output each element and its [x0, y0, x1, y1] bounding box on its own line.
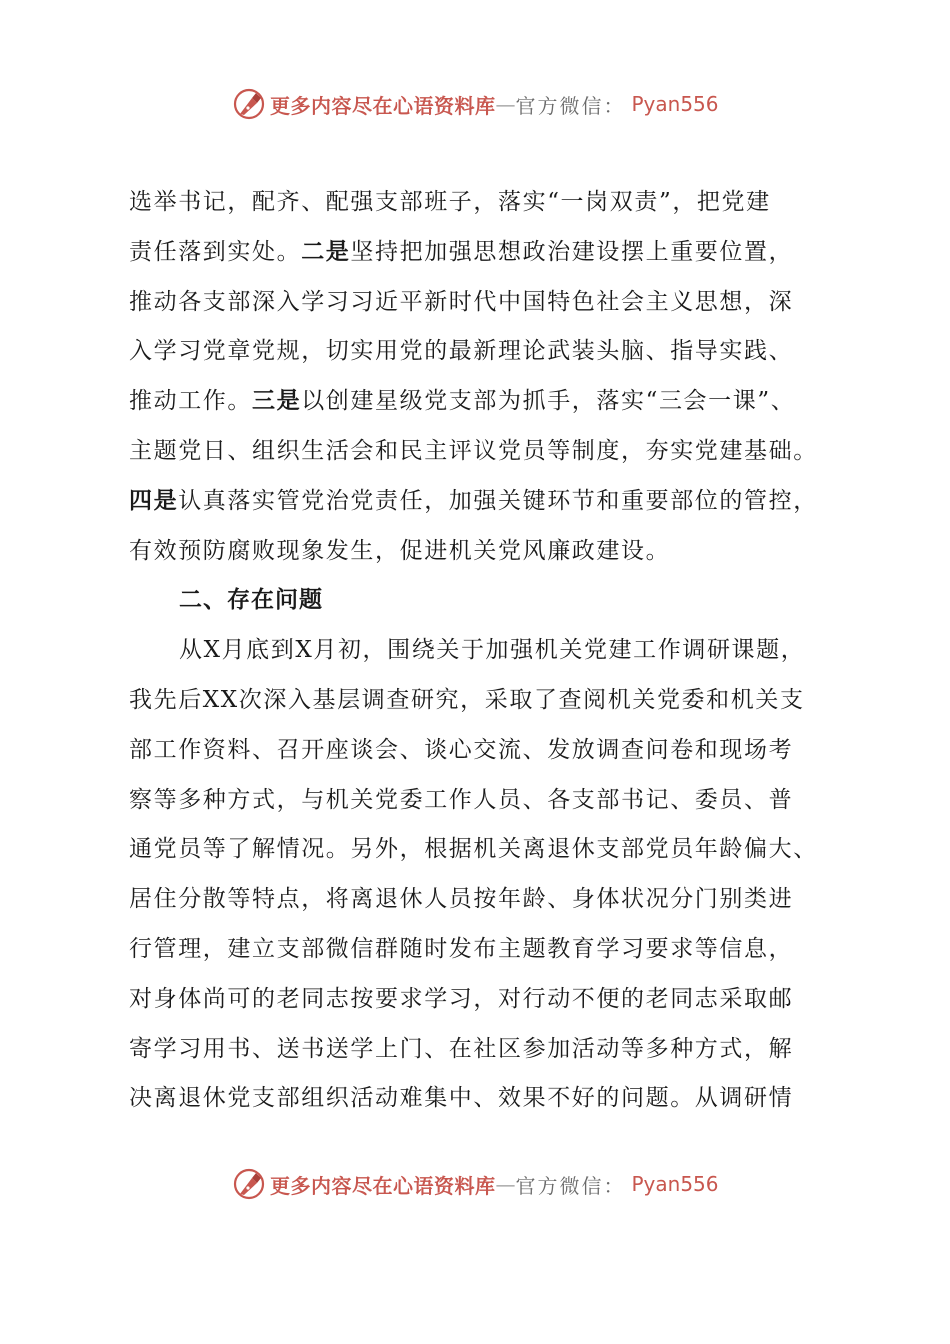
text-line: [129, 477, 849, 527]
text-segment: 认真落实管党治党责任，加强关键环节和重要部位的管控，: [178, 487, 818, 514]
text-line: 行管理，建立支部微信群随时发布主题教育学习要求等信息，: [129, 935, 794, 962]
watermark-dash: —: [495, 1172, 516, 1196]
text-line: [129, 327, 849, 377]
text-line: [129, 278, 849, 328]
text-segment: 有效预防腐败现象发生，促进机关党风廉政建设。: [129, 537, 671, 564]
paragraph-first-line: 从X月底到X月初，围绕关于加强机关党建工作调研课题，: [179, 637, 806, 664]
watermark-wechat-id: Pyan556: [631, 92, 719, 116]
text-segment: 主题党日、组织生活会和民主评议党员等制度，夯实党建基础。: [129, 437, 818, 464]
bold-keyword: 四是: [129, 487, 179, 514]
text-line: [129, 427, 849, 477]
text-line: 察等多种方式，与机关党委工作人员、各支部书记、委员、普: [129, 786, 794, 813]
watermark-main-text: 更多内容尽在心语资料库: [270, 93, 496, 118]
text-line: 对身体尚可的老同志按要求学习，对行动不便的老同志采取邮: [129, 985, 794, 1012]
watermark-main-text: 更多内容尽在心语资料库: [270, 1173, 496, 1198]
text-line: [129, 178, 849, 228]
pen-nib-logo-icon: [232, 87, 266, 121]
text-segment: 责任落到实处。: [129, 238, 302, 265]
text-segment: 以创建星级党支部为抓手，落实“三会一课”、: [301, 388, 796, 415]
watermark-sub-text: 官方微信：: [515, 1173, 626, 1198]
watermark-banner-top: [232, 86, 719, 122]
bold-keyword: 二是: [301, 238, 351, 265]
text-line: [129, 527, 849, 577]
watermark-wechat-id: Pyan556: [631, 1172, 719, 1196]
text-segment: 推动各支部深入学习习近平新时代中国特色社会主义思想，深: [129, 288, 794, 315]
section-heading: 二、存在问题: [179, 587, 323, 614]
text-segment: 入学习党章党规，切实用党的最新理论武装头脑、指导实践、: [129, 338, 794, 365]
text-line: [129, 228, 849, 278]
watermark-dash: —: [495, 92, 516, 116]
text-line: 寄学习用书、送书送学上门、在社区参加活动等多种方式，解: [129, 1035, 794, 1062]
document-body: [129, 178, 849, 1124]
text-line: 居住分散等特点，将离退休人员按年龄、身体状况分门别类进: [129, 886, 794, 913]
watermark-banner-bottom: [232, 1166, 719, 1202]
text-segment: 坚持把加强思想政治建设摆上重要位置，: [350, 238, 794, 265]
text-line: 我先后XX次深入基层调查研究，采取了查阅机关党委和机关支: [129, 686, 805, 713]
text-segment: 选举书记，配齐、配强支部班子，落实“一岗双责”，把党建: [129, 189, 771, 215]
text-line: 通党员等了解情况。另外，根据机关离退休支部党员年龄偏大、: [129, 836, 818, 863]
text-segment: 推动工作。: [129, 388, 252, 415]
bold-keyword: 三是: [252, 388, 302, 415]
pen-nib-logo-icon: [232, 1167, 266, 1201]
text-line: 决离退休党支部组织活动难集中、效果不好的问题。从调研情: [129, 1085, 794, 1112]
text-line: 部工作资料、召开座谈会、谈心交流、发放调查问卷和现场考: [129, 736, 794, 763]
watermark-sub-text: 官方微信：: [515, 93, 626, 118]
text-line: [129, 377, 849, 427]
